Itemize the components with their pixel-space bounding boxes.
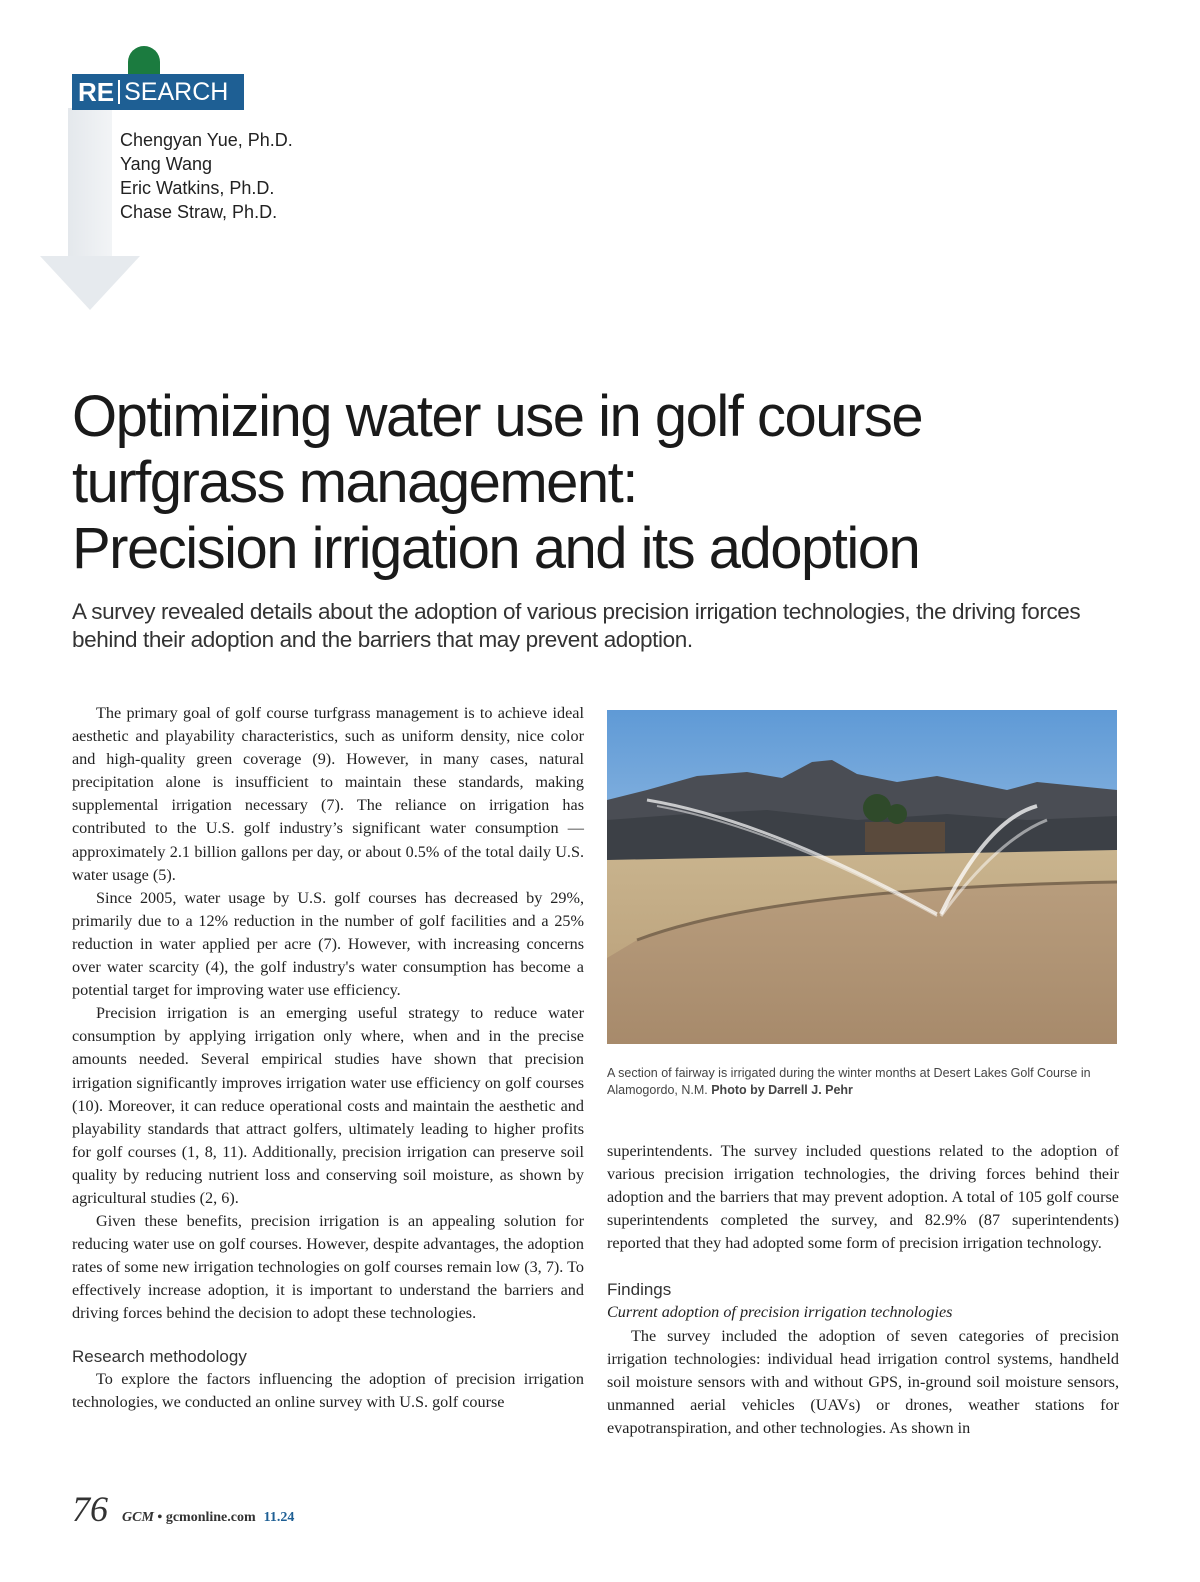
photo-credit: Photo by Darrell J. Pehr	[711, 1083, 853, 1097]
separator-bullet: •	[157, 1510, 163, 1525]
badge-re-text: RE	[78, 76, 115, 107]
photo-caption	[607, 1065, 1117, 1099]
subsection-heading: Current adoption of precision irrigation technologies	[607, 1303, 953, 1322]
title-line: Precision irrigation and its adoption	[72, 516, 920, 581]
body-paragraph: The primary goal of golf course turfgrass management is to achieve ideal aesthetic and playability characteristics, such as uniform density, nice color and high-quality green coverage (9). However, in many cases, natural precipitation alone is insufficient to maintain these standards, making supplemental irrigation necessary (7). The reliance on irrigation has contributed to the U.S. golf industry’s significant water consumption — approximately 2.1 billion gallons per day, or about 0.5% of the total daily U.S. water usage (5).	[72, 704, 584, 884]
page-footer	[72, 1488, 294, 1530]
body-paragraph: The survey included the adoption of seven categories of precision irrigation technologies: individual head irrigation control systems, handheld soil moisture sensors with and without GPS, in-ground soil moisture sensors, unmanned aerial vehicles (UAVs) or drones, weather stations for evapotranspiration, and other technologies. As shown in	[607, 1326, 1119, 1437]
caption-text: A section of fairway is irrigated during the winter months at Desert Lakes Golf Course in Alamogordo, N.M.	[607, 1066, 1091, 1097]
article-title	[72, 384, 1152, 582]
magazine-name: GCM	[122, 1510, 154, 1525]
author-name: Yang Wang	[120, 154, 213, 174]
badge-divider	[118, 80, 120, 104]
body-paragraph: Given these benefits, precision irrigation is an appealing solution for reducing water use on golf courses. However, despite advantages, the adoption rates of some new irrigation technologies on golf courses remain low (3, 7). To effectively increase adoption, it is important to understand the barriers and driving forces behind the decision to adopt these technologies.	[72, 1212, 584, 1323]
section-heading-methodology: Research methodology	[72, 1346, 247, 1366]
article-deck: A survey revealed details about the adoption of various precision irrigation technologies, the driving forces behind their adoption and the barriers that may prevent adoption.	[72, 599, 1081, 652]
fairway-irrigation-photo	[607, 710, 1117, 1044]
author-name: Chase Straw, Ph.D.	[120, 202, 278, 222]
leaf-icon	[128, 46, 160, 74]
body-paragraph: Since 2005, water usage by U.S. golf courses has decreased by 29%, primarily due to a 12% reduction in the number of golf facilities and a 25% reduction in water applied per acre (7). However, with increasing concerns over water scarcity (4), the golf industry's water consumption has become a potential target for improving water use efficiency.	[72, 888, 584, 1000]
badge-search-text: SEARCH	[124, 77, 229, 106]
body-paragraph: superintendents. The survey included questions related to the adoption of various precision irrigation technologies, the driving forces behind their adoption and the barriers that may prevent adoption. A total of 105 golf course superintendents completed the survey, and 82.9% (87 superintendents) reported that they had adopted some form of precision irrigation technology.	[607, 1142, 1119, 1253]
title-line: Optimizing water use in golf course	[72, 384, 923, 449]
left-text-column	[72, 702, 584, 1414]
section-heading-findings: Findings	[607, 1280, 672, 1300]
title-line: turfgrass management:	[72, 450, 637, 515]
publication-name	[122, 1510, 256, 1526]
decorative-arrow-down-icon	[40, 256, 140, 310]
author-name: Chengyan Yue, Ph.D.	[120, 130, 293, 150]
website-link[interactable]: gcmonline.com	[165, 1510, 256, 1525]
research-section-badge	[72, 74, 244, 110]
body-paragraph: Precision irrigation is an emerging useful strategy to reduce water consumption by applying irrigation only where, when and in the precise amounts needed. Several empirical studies have shown that precision irrigation significantly improves irrigation water use efficiency on golf courses (10). Moreover, it can reduce operational costs and maintain the aesthetic and playability standards that attract golfers, ultimately leading to higher profits for golf courses (1, 8, 11). Additionally, precision irrigation can preserve soil quality by reducing nutrient loss and conserving soil moisture, as shown by agricultural studies (2, 6).	[72, 1004, 584, 1207]
author-name: Eric Watkins, Ph.D.	[120, 178, 275, 198]
body-paragraph: To explore the factors influencing the adoption of precision irrigation technologies, we conducted an online survey with U.S. golf course	[72, 1369, 584, 1411]
right-text-column	[607, 1140, 1119, 1440]
author-list	[120, 128, 293, 224]
page-number: 76	[72, 1489, 108, 1529]
decorative-arrow-shaft	[68, 108, 112, 260]
issue-date: 11.24	[263, 1510, 295, 1525]
